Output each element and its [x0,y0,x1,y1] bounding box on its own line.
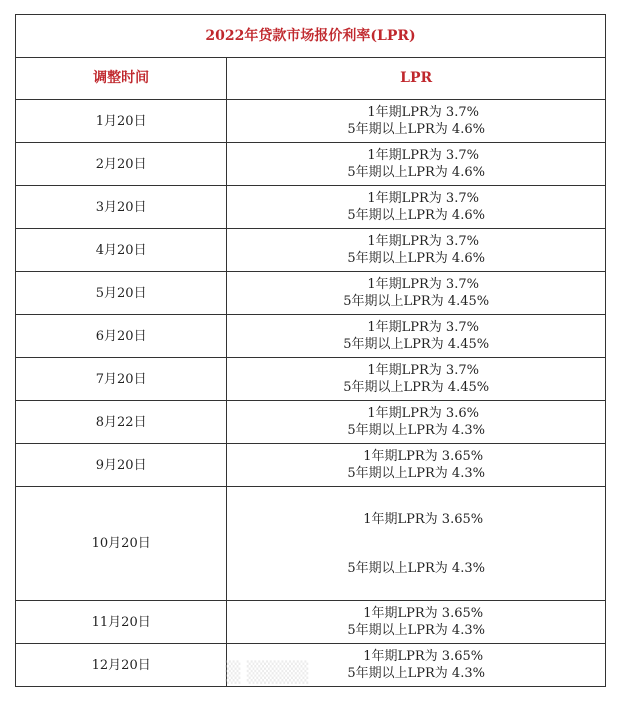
rate-5y-text: 5年期以上LPR为 4.3% [347,560,485,576]
rate-cell [227,401,606,444]
rate-cell [227,444,606,487]
date-cell: 2月20日 [16,143,227,186]
watermark-logo: ▒ ▒▒▒▒ [225,660,309,684]
rate-5y-text: 5年期以上LPR为 4.45% [343,337,490,352]
rate-cell [227,186,606,229]
rate-5y-text: 5年期以上LPR为 4.6% [347,208,485,223]
table-row [16,601,606,644]
rate-5y-text: 5年期以上LPR为 4.45% [343,294,490,309]
rate-cell [227,487,606,601]
rate-cell [227,229,606,272]
date-cell: 8月22日 [16,401,227,444]
table-row [16,229,606,272]
rate-5y-text: 5年期以上LPR为 4.6% [347,165,485,180]
table-row [16,444,606,487]
table-row [16,272,606,315]
rate-cell [227,315,606,358]
table-row [16,487,606,601]
table-row [16,401,606,444]
date-cell: 11月20日 [16,601,227,644]
rate-1y-text: 1年期LPR为 3.7% [367,191,479,206]
rate-cell [227,143,606,186]
header-lpr: LPR [227,58,606,100]
header-row [16,58,606,100]
date-cell: 1月20日 [16,100,227,143]
table-row [16,143,606,186]
rate-1y-text: 1年期LPR为 3.65% [363,606,484,621]
table-body [16,100,606,687]
rate-1y-text: 1年期LPR为 3.7% [367,320,479,335]
rate-1y-text: 1年期LPR为 3.65% [363,649,484,664]
table-row [16,358,606,401]
rate-cell [227,358,606,401]
rate-1y-text: 1年期LPR为 3.7% [367,148,479,163]
rate-cell [227,272,606,315]
date-cell: 9月20日 [16,444,227,487]
rate-1y-text: 1年期LPR为 3.7% [367,363,479,378]
date-cell: 6月20日 [16,315,227,358]
rate-1y-text: 1年期LPR为 3.65% [363,449,484,464]
rate-1y-text: 1年期LPR为 3.7% [367,234,479,249]
rate-5y-text: 5年期以上LPR为 4.3% [347,423,485,438]
table-title: 2022年贷款市场报价利率(LPR) [16,15,606,58]
table-row [16,315,606,358]
rate-cell [227,601,606,644]
table-row [16,186,606,229]
rate-cell [227,644,606,687]
rate-1y-text: 1年期LPR为 3.7% [367,277,479,292]
date-cell: 4月20日 [16,229,227,272]
date-cell: 12月20日 [16,644,227,687]
rate-5y-text: 5年期以上LPR为 4.6% [347,251,485,266]
date-cell: 3月20日 [16,186,227,229]
rate-5y-text: 5年期以上LPR为 4.6% [347,122,485,137]
rate-5y-text: 5年期以上LPR为 4.3% [347,666,485,681]
date-cell: 7月20日 [16,358,227,401]
rate-1y-text: 1年期LPR为 3.7% [367,105,479,120]
lpr-table [15,14,606,687]
rate-1y-text: 1年期LPR为 3.65% [363,511,484,527]
rate-cell [227,100,606,143]
rate-5y-text: 5年期以上LPR为 4.45% [343,380,490,395]
date-cell: 5月20日 [16,272,227,315]
rate-5y-text: 5年期以上LPR为 4.3% [347,466,485,481]
title-row [16,15,606,58]
table-row [16,644,606,687]
rate-5y-text: 5年期以上LPR为 4.3% [347,623,485,638]
header-adjust-time: 调整时间 [16,58,227,100]
date-cell: 10月20日 [16,487,227,601]
rate-1y-text: 1年期LPR为 3.6% [367,406,479,421]
table-row [16,100,606,143]
